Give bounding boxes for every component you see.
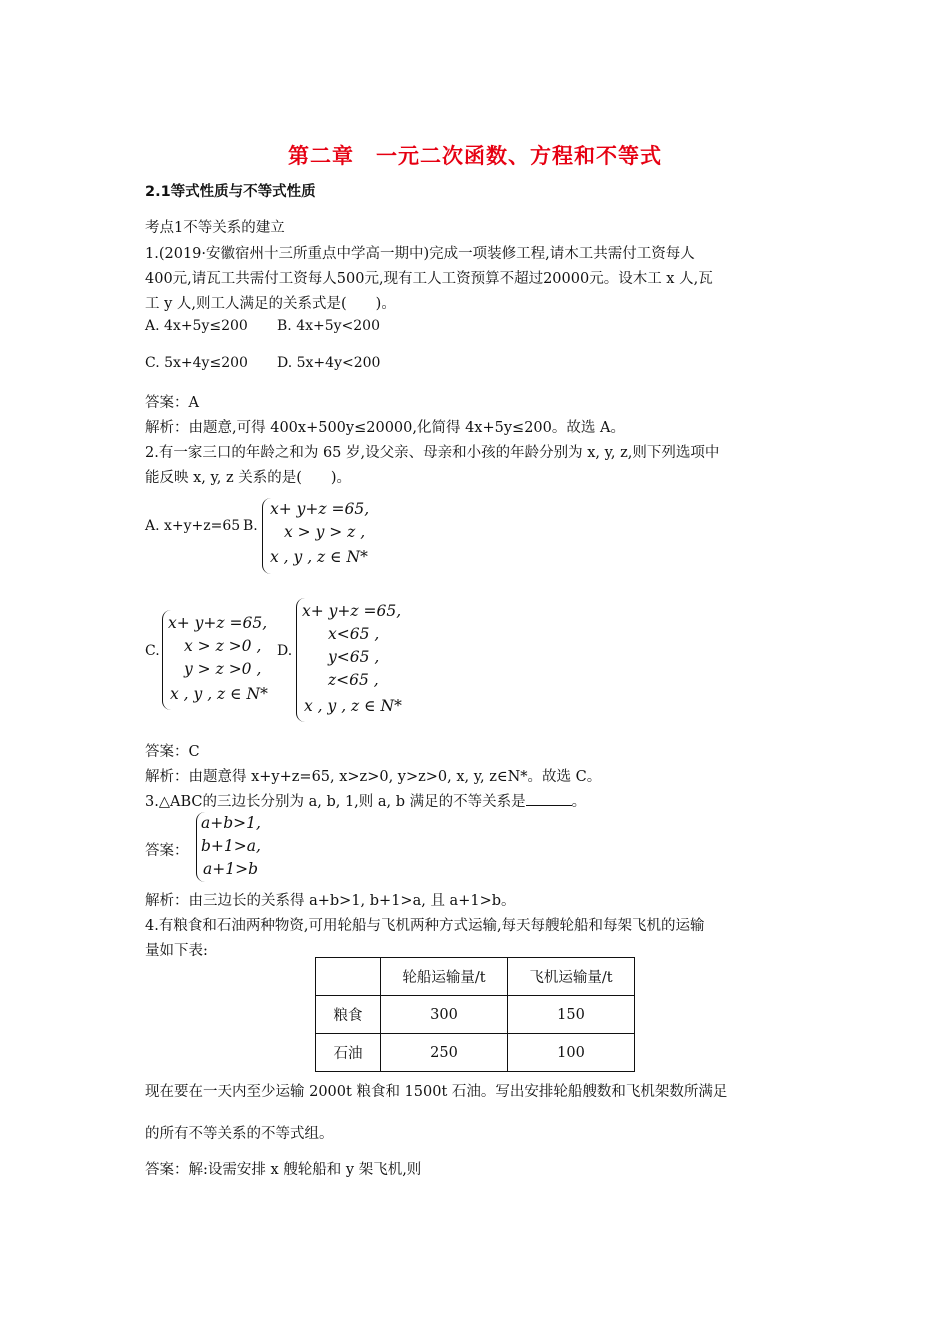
transport-table (315, 957, 635, 1072)
system-row: x , y , z ∈ N* (304, 697, 402, 715)
topic-heading: 考点1不等关系的建立 (145, 220, 285, 236)
q1-option-a: A. 4x+5y≤200 (145, 318, 248, 334)
table-cell: 150 (508, 996, 635, 1034)
q4-line-2: 量如下表: (145, 943, 208, 959)
q2-line-2: 能反映 x, y, z 关系的是( )。 (145, 470, 352, 486)
q2-line-1: 2.有一家三口的年龄之和为 65 岁,设父亲、母亲和小孩的年龄分别为 x, y, z,则下列选项中 (145, 445, 720, 461)
q3-text-end: 。 (571, 794, 587, 810)
q2-answer: 答案：C (145, 744, 200, 760)
system-row: x , y , z ∈ N* (270, 548, 368, 566)
q1-analysis: 解析：由题意,可得 400x+500y≤20000,化简得 4x+5y≤200。故选 A。 (145, 420, 625, 436)
q2-option-a: A. x+y+z=65 (145, 518, 241, 534)
q1-line-1: 1.(2019·安徽宿州十三所重点中学高一期中)完成一项装修工程,请木工共需付工资每人 (145, 246, 695, 262)
table-header-row (316, 958, 635, 996)
table-cell: 石油 (316, 1034, 381, 1072)
q4-line-1: 4.有粮食和石油两种物资,可用轮船与飞机两种方式运输,每天每艘轮船和每架飞机的运输 (145, 918, 705, 934)
system-row: y > z >0 , (184, 660, 262, 678)
table-row (316, 1034, 635, 1072)
q3-answer-system (196, 812, 286, 882)
system-row: x+ y+z =65, (302, 602, 402, 620)
q4-line-4: 的所有不等关系的不等式组。 (145, 1126, 334, 1142)
q2-analysis: 解析：由题意得 x+y+z=65, x>z>0, y>z>0, x, y, z∈N*。故选 C。 (145, 769, 602, 785)
table-cell: 250 (381, 1034, 508, 1072)
q2-option-b-system (262, 498, 382, 574)
table-row (316, 996, 635, 1034)
table-header-cell: 飞机运输量/t (508, 958, 635, 996)
system-row: x+ y+z =65, (270, 500, 370, 518)
q1-option-b: B. 4x+5y<200 (277, 318, 380, 334)
q4-line-3: 现在要在一天内至少运输 2000t 粮食和 1500t 石油。写出安排轮船艘数和飞机架数所满足 (145, 1084, 728, 1100)
table-header-cell (316, 958, 381, 996)
system-row: x > y > z , (284, 523, 366, 541)
system-row: y<65 , (328, 648, 380, 666)
chapter-title: 第二章 一元二次函数、方程和不等式 (288, 144, 662, 168)
system-row: x > z >0 , (184, 637, 262, 655)
q3-line-1 (145, 790, 586, 811)
q2-option-b-label: B. (243, 518, 258, 534)
q1-line-2: 400元,请瓦工共需付工资每人500元,现有工人工资预算不超过20000元。设木工 x 人,瓦 (145, 271, 713, 287)
q3-text: 3.△ABC的三边长分别为 a, b, 1,则 a, b 满足的不等关系是 (145, 794, 526, 810)
table-cell: 300 (381, 996, 508, 1034)
q4-answer: 答案：解:设需安排 x 艘轮船和 y 架飞机,则 (145, 1162, 422, 1178)
system-row: x<65 , (328, 625, 380, 643)
q2-option-c-label: C. (145, 643, 160, 659)
system-row: b+1>a, (201, 837, 261, 855)
answer-blank (526, 793, 572, 806)
q3-analysis: 解析：由三边长的关系得 a+b>1, b+1>a, 且 a+1>b。 (145, 893, 516, 909)
q2-option-d-system (296, 598, 416, 722)
q3-answer-label: 答案： (145, 843, 189, 859)
table-header-cell: 轮船运输量/t (381, 958, 508, 996)
system-row: x+ y+z =65, (168, 614, 268, 632)
system-row: a+1>b (203, 860, 258, 878)
q1-option-d: D. 5x+4y<200 (277, 355, 381, 371)
q2-option-c-system (162, 610, 282, 710)
table-cell: 粮食 (316, 996, 381, 1034)
q2-option-d-label: D. (277, 643, 293, 659)
system-row: z<65 , (328, 671, 379, 689)
q1-answer: 答案：A (145, 395, 199, 411)
q1-line-3: 工 y 人,则工人满足的关系式是( )。 (145, 296, 396, 312)
table-cell: 100 (508, 1034, 635, 1072)
q1-option-c: C. 5x+4y≤200 (145, 355, 248, 371)
section-heading: 2.1等式性质与不等式性质 (145, 184, 316, 200)
system-row: x , y , z ∈ N* (170, 685, 268, 703)
system-row: a+b>1, (201, 814, 261, 832)
